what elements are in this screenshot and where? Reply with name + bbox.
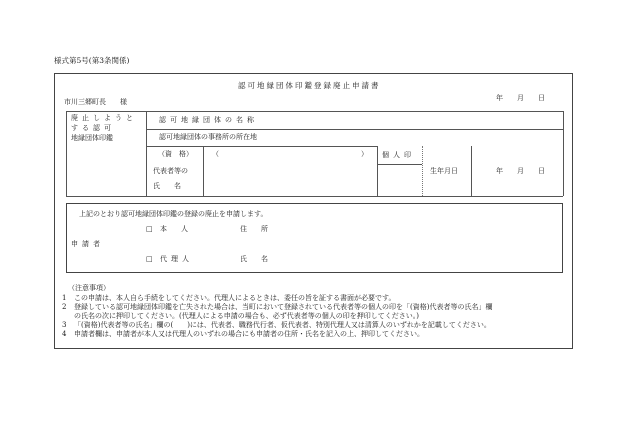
notes-heading: （注意事項） — [68, 284, 110, 292]
addressee: 市川三郷町長 様 — [64, 98, 127, 106]
table-left-line — [66, 111, 67, 196]
org-name-label: 認可地縁団体の名称 — [159, 116, 258, 124]
table-seal-line — [377, 146, 378, 196]
note-4-number: 4 — [62, 330, 67, 338]
table-bottom-line — [66, 196, 563, 197]
table-top-line — [66, 111, 563, 112]
note-2-text: 登録している認可地縁団体印鑑を亡失された場合は、当町において登録されている代表者等の個人の印を「(資格)代表者等の氏名」欄 — [74, 303, 493, 311]
address-field-label: 住 所 — [240, 225, 268, 233]
option-proxy-checkbox[interactable]: □ — [146, 255, 153, 263]
note-3-text: 「(資格)代表者等の氏名」欄の( )には、代表者、職務代行者、仮代表者、特別代理人又は清算人のいずれかを記載してください。 — [74, 321, 491, 329]
note-4-text: 申請者欄は、申請者が本人又は代理人のいずれの場合にも申請者の住所・氏名を記入の上、押印してください。 — [74, 330, 424, 338]
table-birth-line — [471, 146, 472, 196]
note-2-number: 2 — [62, 303, 67, 311]
application-statement: 上記のとおり認可地縁団体印鑑の登録の廃止を申請します。 — [79, 210, 268, 218]
seal-label: 個人印 — [382, 151, 415, 159]
table-line-3 — [146, 146, 377, 147]
note-2-continued-text: の氏名の次に押印してください。(代理人による申請の場合も、必ず代表者等の個人の印を押印してください。) — [74, 312, 419, 320]
rep-paren-close: ） — [361, 150, 368, 158]
name-field-label: 氏 名 — [240, 255, 268, 263]
form-number: 様式第5号(第3条関係) — [54, 56, 130, 65]
seal-divider — [377, 164, 422, 165]
applicant-label: 申請者 — [71, 240, 104, 248]
option-proxy-label: 代理人 — [160, 255, 193, 263]
rep-name-label-1: 代表者等の — [153, 167, 188, 175]
rep-paren-open: （ — [212, 150, 219, 158]
left-cell-line-1: 廃止しようと — [71, 114, 137, 122]
org-address-label: 認可地縁団体の事務所の所在地 — [159, 133, 257, 141]
birth-label: 生年月日 — [430, 167, 458, 175]
birth-value: 年 月 日 — [496, 167, 545, 175]
table-col-line — [146, 111, 147, 196]
option-self-label: 本 人 — [160, 225, 188, 233]
rep-name-label-2: 氏 名 — [153, 182, 181, 190]
option-self-checkbox[interactable]: □ — [146, 225, 153, 233]
left-cell-line-2: する認可 — [71, 124, 115, 132]
note-1-number: 1 — [62, 294, 67, 302]
form-title: 認可地縁団体印鑑登録廃止申請書 — [238, 81, 381, 90]
note-3-number: 3 — [62, 321, 67, 329]
table-rep-line — [203, 146, 204, 196]
table-seal-dotted — [422, 146, 423, 196]
left-cell-line-3: 地縁団体印鑑 — [71, 134, 113, 142]
date-field: 年 月 日 — [496, 94, 545, 102]
rep-title-label: （資 格） — [158, 150, 193, 158]
note-1-text: この申請は、本人自ら手続をしてください。代理人によるときは、委任の旨を証する書面が必要です。 — [74, 294, 396, 302]
table-line-2 — [146, 129, 563, 130]
table-right-line — [563, 111, 564, 196]
